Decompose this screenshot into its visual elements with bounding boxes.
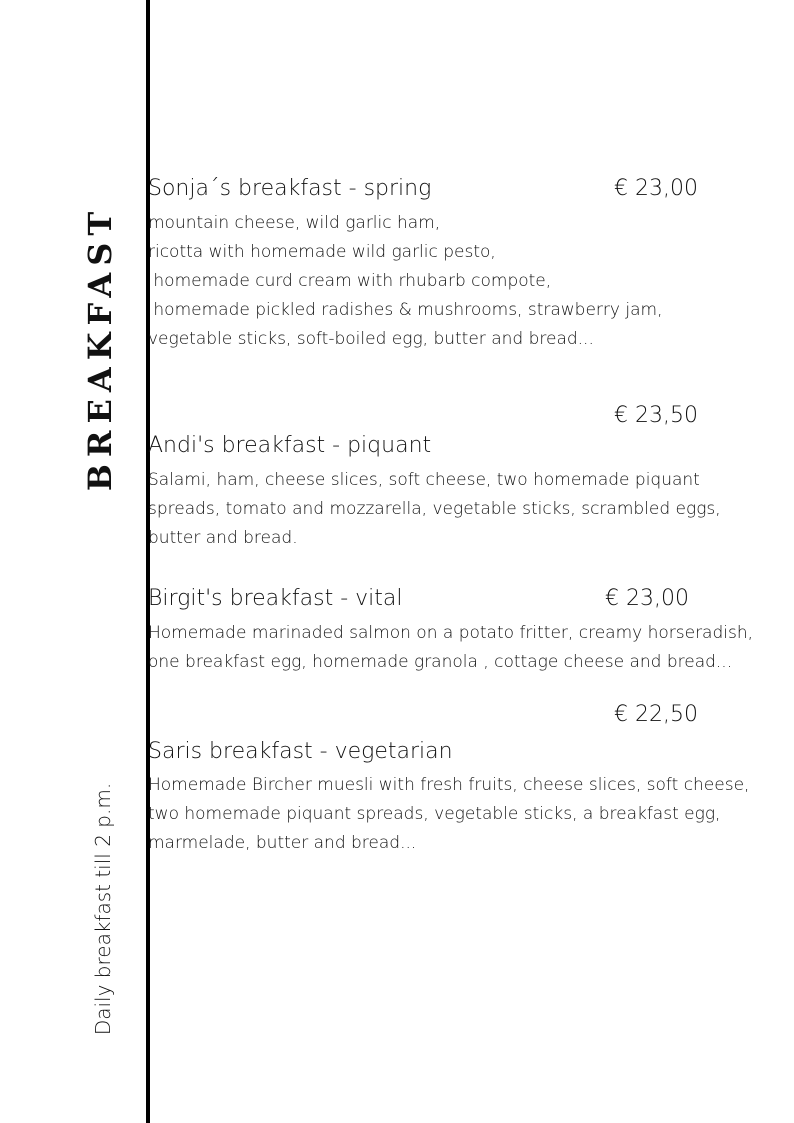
description-line: vegetable sticks, soft-boiled egg, butter and bread... (148, 329, 594, 349)
description-line: mountain cheese, wild garlic ham, (148, 213, 441, 233)
menu-item-price: € 23,00 (614, 176, 698, 201)
description-line: two homemade piquant spreads, vegetable sticks, a breakfast egg, (148, 804, 721, 824)
menu-item-price: € 22,50 (614, 702, 698, 727)
menu-item-name: Sonja´s breakfast - spring (148, 176, 432, 201)
vertical-divider (146, 0, 150, 1123)
section-title: BREAKFAST (81, 204, 119, 492)
description-line: homemade pickled radishes & mushrooms, strawberry jam, (148, 300, 663, 320)
menu-item-name: Birgit's breakfast - vital (148, 586, 403, 611)
description-line: spreads, tomato and mozzarella, vegetable sticks, scrambled eggs, (148, 499, 721, 519)
menu-item-description (148, 771, 778, 858)
description-line: ricotta with homemade wild garlic pesto, (148, 242, 496, 262)
menu-item-description (148, 209, 778, 354)
menu-item-price: € 23,00 (605, 586, 689, 611)
menu-item-description (148, 619, 778, 677)
description-line: Homemade Bircher muesli with fresh fruits, cheese slices, soft cheese, (148, 775, 750, 795)
menu-item-name: Saris breakfast - vegetarian (148, 739, 453, 764)
menu-item-description (148, 466, 778, 553)
description-line: marmelade, butter and bread... (148, 833, 417, 853)
description-line: butter and bread. (148, 528, 298, 548)
description-line: homemade curd cream with rhubarb compote, (148, 271, 552, 291)
description-line: one breakfast egg, homemade granola , cottage cheese and bread... (148, 652, 733, 672)
menu-item-price: € 23,50 (614, 403, 698, 428)
description-line: Salami, ham, cheese slices, soft cheese, two homemade piquant (148, 470, 700, 490)
description-line: Homemade marinaded salmon on a potato fritter, creamy horseradish, (148, 623, 754, 643)
menu-item-name: Andi's breakfast - piquant (148, 433, 432, 458)
breakfast-hours-note: Daily breakfast till 2 p.m. (91, 782, 115, 1036)
